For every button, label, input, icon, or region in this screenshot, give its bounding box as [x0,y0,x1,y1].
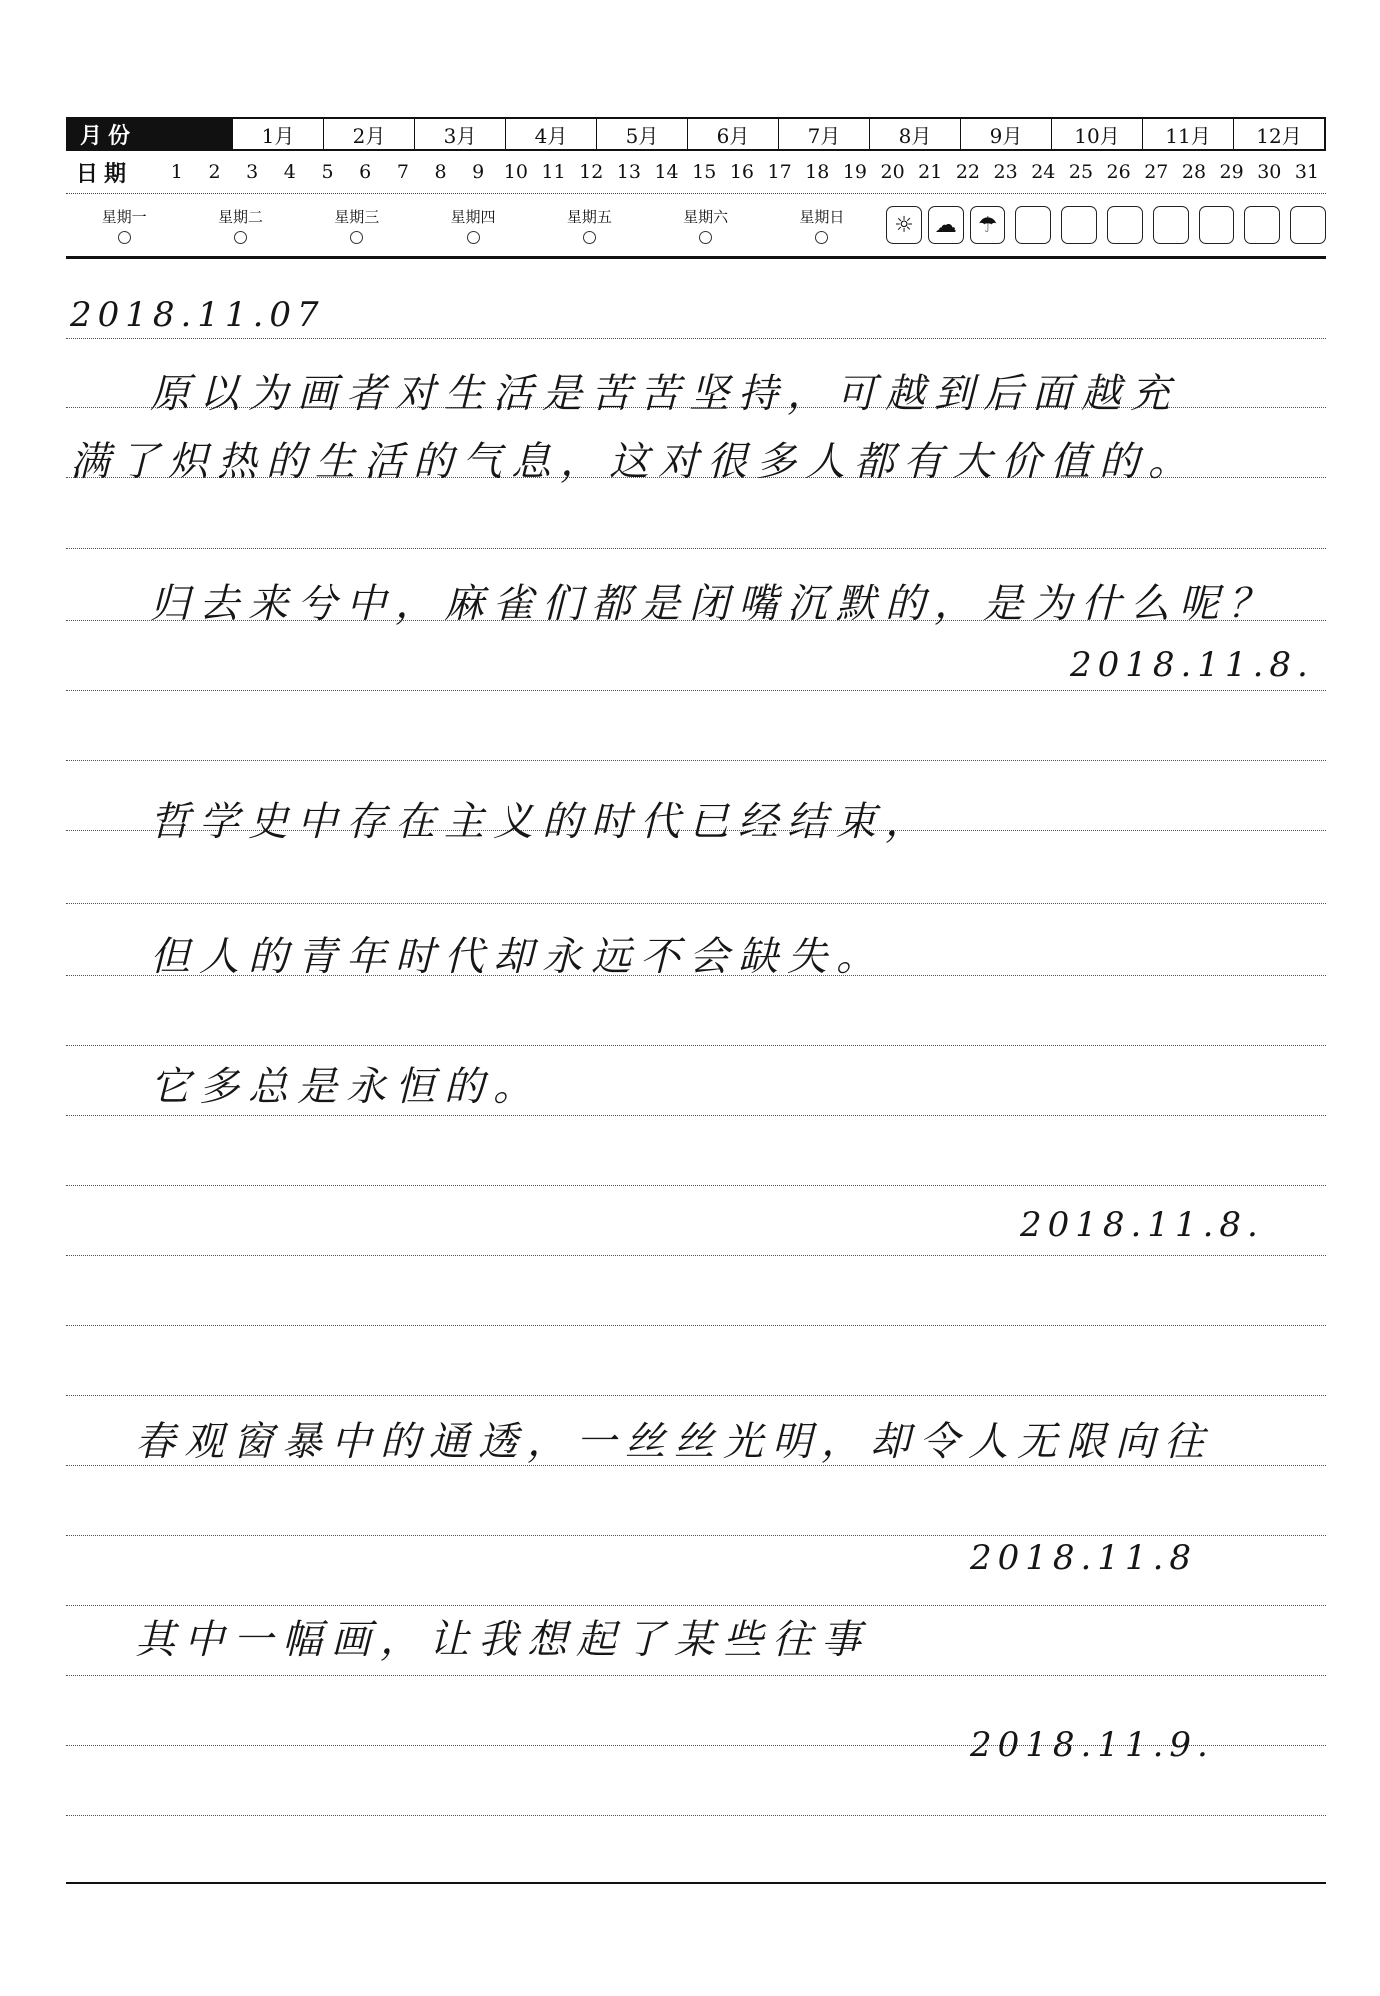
day-number: 29 [1219,161,1244,183]
day-number: 28 [1181,161,1207,183]
blank-checkbox[interactable] [1061,206,1097,244]
weekday-label: 星期一 [101,208,147,226]
day-number: 26 [1106,161,1131,183]
entry-line: 它多总是永恒的。 [150,1064,542,1110]
ruled-line [66,1675,1326,1676]
weekday-label: 星期二 [217,208,263,226]
day-number: 18 [805,161,830,183]
day-number: 17 [767,161,792,183]
day-number: 25 [1068,161,1094,183]
month-cell: 4月 [505,119,596,149]
month-cell: 8月 [869,119,960,149]
weekday-circle-icon[interactable] [815,231,828,244]
entry-line: 满了炽热的生活的气息，这对很多人都有大价值的。 [70,439,1197,485]
day-number: 4 [283,161,296,183]
day-number: 19 [842,161,868,183]
day-number: 21 [918,161,943,183]
ruled-line [66,1255,1326,1256]
entry-line: 归去来兮中，麻雀们都是闭嘴沉默的，是为什么呢？ [150,581,1277,627]
bottom-rule [66,1882,1326,1884]
month-row [66,117,1326,151]
blank-checkbox[interactable] [1015,206,1051,244]
sun-icon[interactable]: ☼ [886,206,922,244]
entry-line: 但人的青年时代却永远不会缺失。 [150,934,885,980]
blank-checkbox[interactable] [1107,206,1143,244]
day-number: 13 [616,161,641,183]
weekday-circle-icon[interactable] [118,231,131,244]
day-number: 30 [1257,161,1282,183]
ruled-line [66,690,1326,691]
weekday-option[interactable] [299,206,415,244]
day-number: 20 [880,161,905,183]
umbrella-icon[interactable]: ☂ [970,206,1006,244]
day-number: 27 [1144,161,1169,183]
entry-date: 2018.11.9. [970,1725,1214,1765]
weekday-circle-icon[interactable] [350,231,363,244]
weekday-row [66,194,1326,259]
ruled-line [66,548,1326,549]
ruled-line [66,1045,1326,1046]
day-number: 1 [170,161,183,183]
day-number: 23 [993,161,1018,183]
month-cell: 2月 [323,119,414,149]
weekday-label: 星期四 [450,208,496,226]
ruled-line [66,1115,1326,1116]
blank-checkbox[interactable] [1153,206,1189,244]
ruled-line [66,1395,1326,1396]
day-number: 31 [1294,161,1320,183]
entry-line: 原以为画者对生活是苦苦坚持，可越到后面越充 [150,371,1179,417]
entry-line: 春观窗暴中的通透，一丝丝光明，却令人无限向往 [135,1419,1213,1465]
month-cell: 6月 [687,119,778,149]
weekday-label: 星期六 [683,208,729,226]
blank-checkbox[interactable] [1290,206,1326,244]
day-number: 12 [579,161,604,183]
month-cell: 12月 [1233,119,1324,149]
weekday-option[interactable] [764,206,880,244]
entry-line: 其中一幅画，让我想起了某些往事 [135,1617,870,1663]
cloud-icon[interactable]: ☁ [928,206,964,244]
day-number: 8 [434,161,447,183]
entry-date: 2018.11.07 [70,295,325,335]
weekday-circle-icon[interactable] [234,231,247,244]
weekday-circle-icon[interactable] [467,231,480,244]
weekday-label: 星期日 [799,208,845,226]
month-cell: 7月 [778,119,869,149]
day-row-label: 日期 [76,161,133,187]
weekday-label: 星期五 [566,208,612,226]
month-cell: 11月 [1142,119,1233,149]
ruled-line [66,1605,1326,1606]
weekday-option[interactable] [415,206,531,244]
month-cell: 1月 [232,119,323,149]
blank-checkbox[interactable] [1199,206,1235,244]
ruled-line [66,1325,1326,1326]
entry-date: 2018.11.8 [970,1538,1198,1578]
ruled-line [66,1535,1326,1536]
month-row-label: 月份 [68,119,232,149]
day-number: 15 [692,161,717,183]
weekday-option[interactable] [182,206,298,244]
day-number: 3 [246,161,259,183]
ruled-line [66,760,1326,761]
month-cell: 9月 [960,119,1051,149]
weekday-label: 星期三 [334,208,380,226]
weekday-circle-icon[interactable] [699,231,712,244]
entry-date: 2018.11.8. [1070,645,1314,685]
entry-line: 哲学史中存在主义的时代已经结束， [150,799,934,845]
month-cell: 10月 [1051,119,1142,149]
weekday-option[interactable] [647,206,763,244]
entry-date: 2018.11.8. [1020,1205,1264,1245]
blank-checkbox[interactable] [1244,206,1280,244]
weekday-option[interactable] [66,206,182,244]
day-number: 9 [472,161,485,183]
day-number: 22 [955,161,981,183]
weekday-option[interactable] [531,206,647,244]
ruled-line [66,338,1326,339]
ruled-line [66,903,1326,904]
day-number: 14 [654,161,679,183]
ruled-line [66,1815,1326,1816]
day-number: 2 [208,161,221,183]
day-number: 5 [321,161,334,183]
day-number: 24 [1031,161,1056,183]
day-number: 10 [503,161,528,183]
day-number: 7 [396,161,409,183]
ruled-line [66,1185,1326,1186]
day-number: 11 [541,161,566,183]
calendar-header [66,117,1326,259]
day-row [66,151,1326,194]
month-cell: 5月 [596,119,687,149]
day-number: 6 [359,161,372,183]
weekday-circle-icon[interactable] [583,231,596,244]
day-number: 16 [729,161,754,183]
month-cell: 3月 [414,119,505,149]
